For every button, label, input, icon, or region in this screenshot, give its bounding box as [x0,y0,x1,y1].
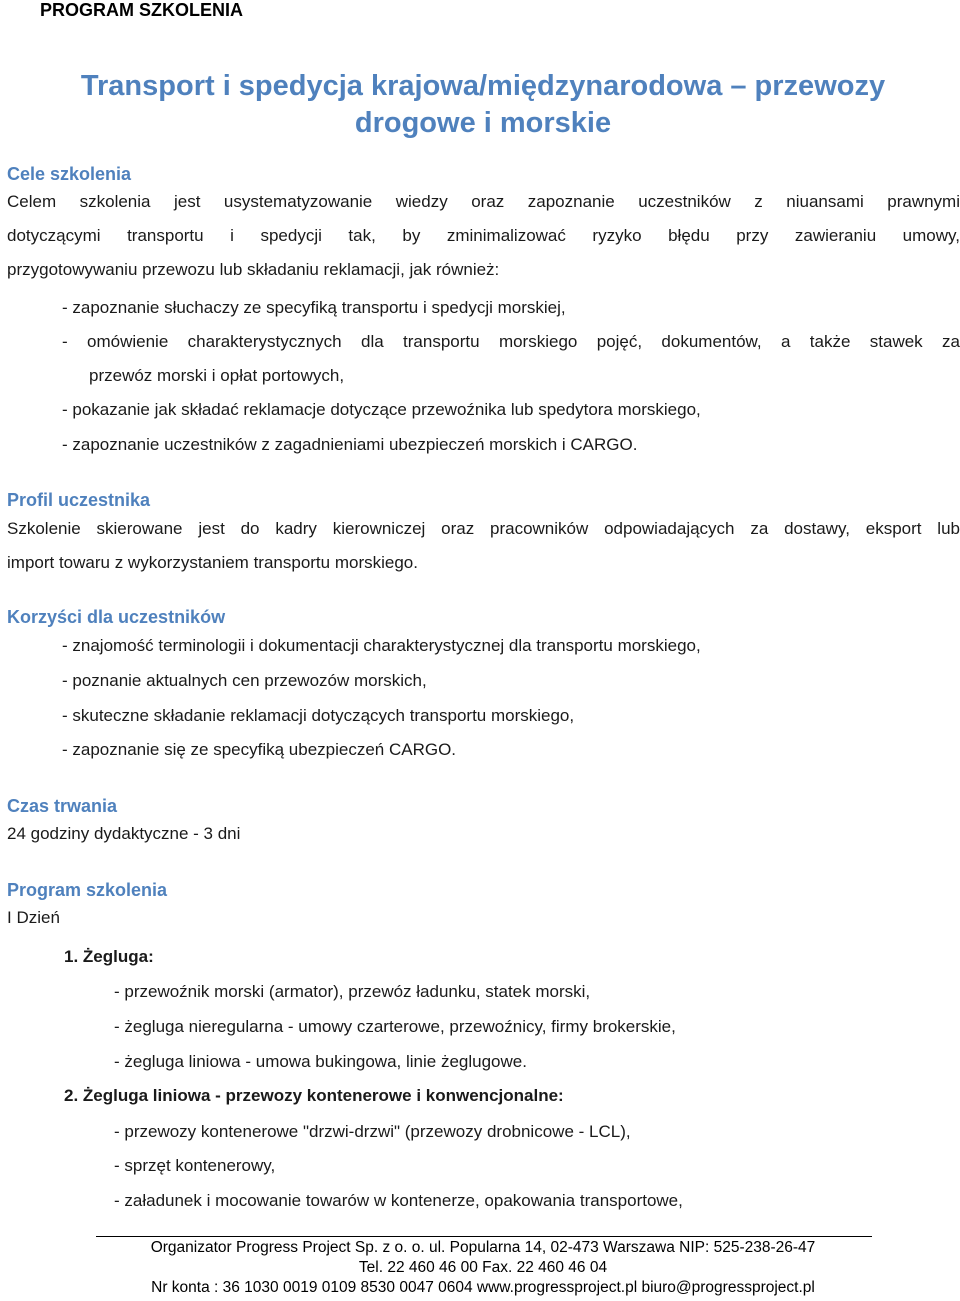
footer-account-contact: Nr konta : 36 1030 0019 0109 8530 0047 0604 www.progressproject.pl biuro@progressproject.pl [151,1279,815,1296]
goals-intro-line-3: przygotowywaniu przewozu lub składaniu reklamacji, jak również: [7,260,500,279]
training-title-line-1: Transport i spedycja krajowa/międzynarodowa – przewozy [80,70,886,102]
goals-item: - pokazanie jak składać reklamacje dotyczące przewoźnika lub spedytora morskiego, [62,400,701,419]
goals-item: - zapoznanie uczestników z zagadnieniami ubezpieczeń morskich i CARGO. [62,435,638,454]
goals-intro-line-1: Celem szkolenia jest usystematyzowanie wiedzy oraz zapoznanie uczestników z niuansami prawnymi [7,192,960,211]
goals-item: - zapoznanie słuchaczy ze specyfiką transportu i spedycji morskiej, [62,298,566,317]
profile-line-1: Szkolenie skierowane jest do kadry kierowniczej oraz pracowników odpowiadających za dostawy, eksport lub [7,519,960,538]
benefits-item: - zapoznanie się ze specyfiką ubezpieczeń CARGO. [62,740,457,759]
program-day: I Dzień [7,908,60,927]
benefits-heading: Korzyści dla uczestników [7,607,226,627]
training-title [0,68,960,142]
training-title-line-2: drogowe i morskie [354,107,612,139]
duration-value: 24 godziny dydaktyczne - 3 dni [7,824,241,843]
program-section-item: - przewoźnik morski (armator), przewóz ładunku, statek morski, [114,982,591,1001]
goals-item-continuation: przewóz morski i opłat portowych, [89,366,345,385]
goals-heading: Cele szkolenia [7,164,132,184]
benefits-item: - znajomość terminologii i dokumentacji charakterystycznej dla transportu morskiego, [62,636,701,655]
profile-line-2: import towaru z wykorzystaniem transportu morskiego. [7,553,418,572]
benefits-item: - skuteczne składanie reklamacji dotyczących transportu morskiego, [62,706,575,725]
program-heading: Program szkolenia [7,880,168,900]
profile-heading: Profil uczestnika [7,490,151,510]
program-section-item: - załadunek i mocowanie towarów w kontenerze, opakowania transportowe, [114,1191,683,1210]
program-section-title: 2. Żegluga liniowa - przewozy kontenerowe i konwencjonalne: [64,1086,564,1105]
footer-phone-fax: Tel. 22 460 46 00 Fax. 22 460 46 04 [358,1259,608,1276]
program-section-item: - żegluga liniowa - umowa bukingowa, linie żeglugowe. [114,1052,527,1071]
document-label: PROGRAM SZKOLENIA [40,0,244,20]
program-section-item: - przewozy kontenerowe "drzwi-drzwi" (przewozy drobnicowe - LCL), [114,1122,631,1141]
program-section-item: - żegluga nieregularna - umowy czarterowe, przewoźnicy, firmy brokerskie, [114,1017,676,1036]
benefits-item: - poznanie aktualnych cen przewozów morskich, [62,671,427,690]
goals-item: - omówienie charakterystycznych dla transportu morskiego pojęć, dokumentów, a także stawek za [62,332,960,351]
duration-heading: Czas trwania [7,796,118,816]
program-section-item: - sprzęt kontenerowy, [114,1156,276,1175]
footer-organizer: Organizator Progress Project Sp. z o. o. ul. Popularna 14, 02-473 Warszawa NIP: 525-238-26-47 [150,1239,816,1256]
goals-intro-line-2: dotyczącymi transportu i spedycji tak, by zminimalizować ryzyko błędu przy zawieraniu umowy, [7,226,960,245]
program-section-title: 1. Żegluga: [64,947,154,966]
footer-divider [96,1236,872,1237]
